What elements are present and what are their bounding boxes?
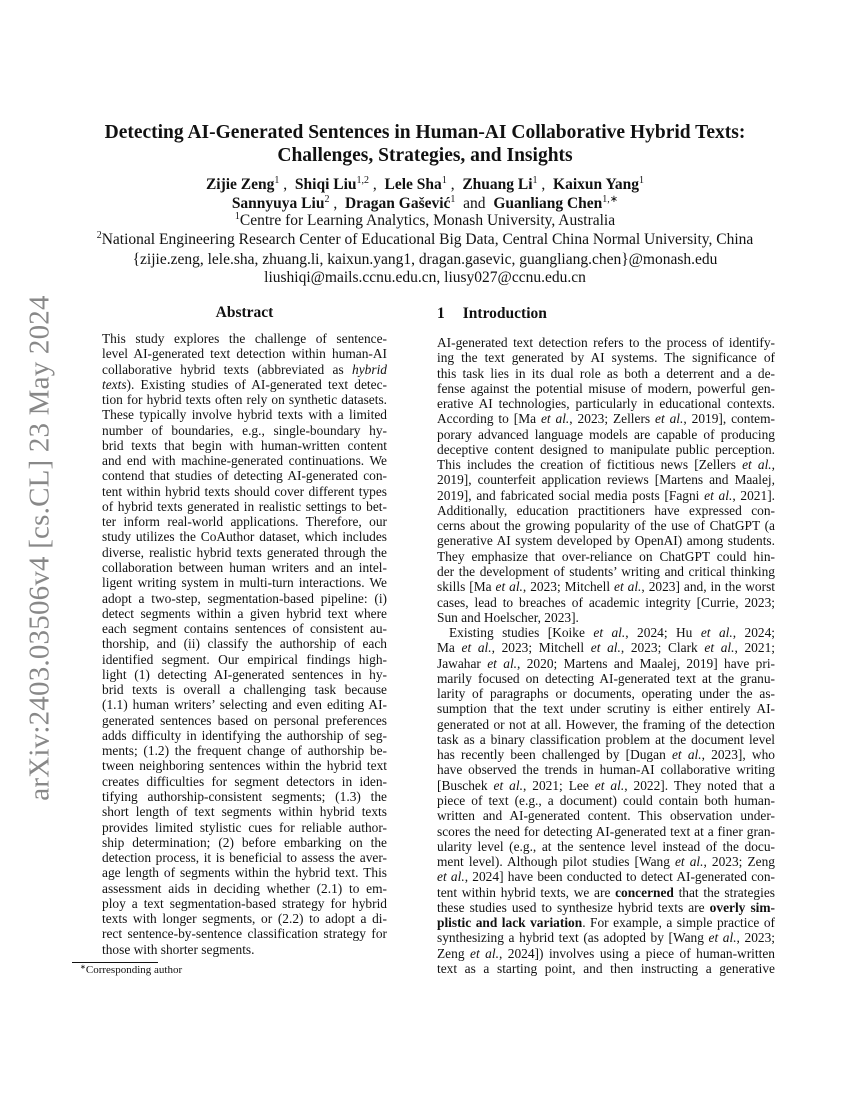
text-line: 2019], and fabricated social media posts [Fagni et al., 2021]. xyxy=(437,487,775,503)
text-line: erative AI technologies, particularly in educational contexts. xyxy=(437,396,775,412)
text-line: ploy a text segmentation-based strategy for hybrid xyxy=(102,895,387,911)
text-line: This study explores the challenge of sentence- xyxy=(102,331,387,346)
text-line: deceptive content designed to manipulate public perception. xyxy=(437,441,775,457)
affiliation-2 xyxy=(0,231,850,249)
text-line: number of boundaries, e.g., single-boundary hy- xyxy=(102,422,387,438)
italic-text: et al. xyxy=(493,777,523,793)
text-line: study utilizes the CoAuthor dataset, which includes xyxy=(102,529,387,545)
author-name: Lele Sha xyxy=(384,176,442,193)
text-line: adopt a two-step, segmentation-based pipeline: (i) xyxy=(102,590,387,606)
text-line: short length of text segments within hybrid texts xyxy=(102,804,387,820)
bold-text: plistic and lack variation xyxy=(437,915,583,931)
abstract-body xyxy=(102,331,387,957)
text-line: tween neighboring sentences within the hybrid text xyxy=(102,758,387,774)
author-name: Dragan Gašević xyxy=(344,195,451,212)
text-line: identified segment. Our empirical findings high- xyxy=(102,651,387,667)
text-line: these studies used to synthesize hybrid texts are overly sim- xyxy=(437,899,775,915)
text-line: level AI-generated text detection within human-AI xyxy=(102,346,387,362)
author-affiliation-sup: 1,∗ xyxy=(602,194,619,205)
author-affiliation-sup: 1 xyxy=(274,175,280,186)
text-line: texts). Existing studies of AI-generated text detec- xyxy=(102,376,387,392)
email-line: {zijie.zeng, lele.sha, zhuang.li, kaixun.yang1, dragan.gasevic, guangliang.chen}@monash.edu xyxy=(132,251,718,268)
text-line: fense against the potential misuse of modern, powerful gen- xyxy=(437,380,775,396)
text-line: They emphasize that over-reliance on ChatGPT could hin- xyxy=(437,548,775,564)
text-line: assessment aids in deciding whether (2.1) to em- xyxy=(102,880,387,896)
text-line: 2019], counterfeit application reviews [Martens and Maalej, xyxy=(437,472,775,488)
text-line: brid texts is overall a challenging task because xyxy=(102,682,387,698)
authors-line: Zijie Zeng$^1$ , Shiqi Liu$^{1,2}$ , Lele Sha$^1$ , Zhuang Li$^1$ , Kaixun Yang$^1$ xyxy=(205,175,645,193)
text-line: tion for hybrid texts often rely on synthetic datasets. xyxy=(102,392,387,408)
italic-text: et al. xyxy=(704,487,733,503)
text-line: generated or not at all. However, the framing of the detection xyxy=(437,716,775,732)
author-affiliation-sup: 1 xyxy=(450,194,456,205)
text-line: et al., 2024] have been conducted to detect AI-generated con- xyxy=(437,869,775,885)
authors-line: Sannyuya Liu$^2$ , Dragan Gašević$^1$ and Guanliang Chen$^{1,∗}$ xyxy=(231,194,619,212)
text-line: diverse, realistic hybrid texts generated through the xyxy=(102,544,387,560)
italic-text: et al. xyxy=(671,747,702,763)
text-line: text as a starting point, and then instructing a generative xyxy=(437,960,775,976)
text-line: age length of segments within the hybrid text. This xyxy=(102,865,387,881)
author-affiliation-sup: 2 xyxy=(324,194,330,205)
italic-text: et al. xyxy=(704,640,735,656)
text-line: brid texts that begin with human-written content xyxy=(102,437,387,453)
text-line: der the development of students’ writing and critical thinking xyxy=(437,563,775,579)
author-name: Guanliang Chen xyxy=(493,195,603,212)
text-line: detection process, it is beneficial to assess the aver- xyxy=(102,850,387,866)
arxiv-identifier: arXiv:2403.03506v4 [cs.CL] 23 May 2024 xyxy=(23,295,56,801)
text-line: collaborative hybrid texts (abbreviated as hybrid xyxy=(102,361,387,377)
footnote xyxy=(80,963,182,976)
text-line: thorship, and (ii) classify the authorship of each xyxy=(102,636,387,652)
text-line: larity of paragraphs or documents, operating under the as- xyxy=(437,686,775,702)
text-line: and end with machine-generated continuations. We xyxy=(102,453,387,469)
text-line: sumption that the text under scrutiny is either entirely AI- xyxy=(437,701,775,717)
footnote-text: Corresponding author xyxy=(85,964,183,976)
text-line: These typically involve hybrid texts with a limited xyxy=(102,407,387,423)
text-line: Additionally, education practitioners have expressed con- xyxy=(437,502,775,518)
affiliation-sup: 1 xyxy=(234,211,240,222)
text-line: scores the need for detecting AI-generated text at a finer gran- xyxy=(437,823,775,839)
title-line: Detecting AI-Generated Sentences in Human-AI Collaborative Hybrid Texts: xyxy=(104,122,746,143)
text-line: ship determination; (2) before embarking on the xyxy=(102,834,387,850)
text-line: ligent writing system in multi-turn interactions. We xyxy=(102,575,387,591)
text-line: marily focused on detecting AI-generated text at the granu- xyxy=(437,670,775,686)
text-line: [Buschek et al., 2021; Lee et al., 2022]. They noted that a xyxy=(437,777,776,793)
paper-title xyxy=(0,121,850,167)
text-line: rect sentence-by-sentence classification strategy for xyxy=(102,926,387,942)
affiliation-1 xyxy=(0,212,850,230)
text-line: porary advanced language models are capable of producing xyxy=(437,426,775,442)
text-line: generated sentences based on personal preferences xyxy=(102,712,387,728)
italic-text: et al. xyxy=(470,945,499,961)
text-line: has recently been challenged by [Dugan et al., 2023], who xyxy=(437,747,775,763)
italic-text: et al. xyxy=(540,411,570,427)
italic-text: et al. xyxy=(614,579,642,595)
affiliation-sup: 2 xyxy=(96,230,102,241)
text-line: This includes the creation of fictitious news [Zellers et al., xyxy=(437,457,776,473)
text-line: collaboration between human writers and an intel- xyxy=(102,559,387,575)
text-line: Sun and Hoelscher, 2023]. xyxy=(437,609,579,625)
text-line: ments; (1.2) the frequent change of authorship be- xyxy=(102,743,387,759)
italic-text: texts xyxy=(102,376,127,392)
text-line: AI-generated text detection refers to the process of identify- xyxy=(437,335,775,350)
text-line: contend that studies of detecting AI-generated con- xyxy=(102,468,387,484)
text-line: According to [Ma et al., 2023; Zellers et al., 2019], contem- xyxy=(437,411,775,427)
author-affiliation-sup: 1 xyxy=(532,175,538,186)
text-line: those with shorter segments. xyxy=(102,941,255,957)
text-line: of hybrid texts generated in realistic settings to bet- xyxy=(102,498,387,514)
text-line: tent within hybrid texts, we are concerned that the strategies xyxy=(437,884,775,900)
text-line: cases, lead to breaches of academic integrity [Currie, 2023; xyxy=(437,594,775,610)
text-line: light (1) detecting AI-generated sentences in hy- xyxy=(102,666,387,682)
text-line: ing the text generated by AI systems. The significance of xyxy=(437,350,775,366)
text-line: tent within hybrid texts should cover different types xyxy=(102,483,387,499)
text-line: ter inform real-world applications. Therefore, our xyxy=(102,514,387,530)
italic-text: et al. xyxy=(461,640,492,656)
bold-text: overly sim- xyxy=(709,899,775,915)
italic-text: et al. xyxy=(437,869,465,885)
text-line: have observed the trends in human-AI collaborative writing xyxy=(437,762,775,778)
text-line: generative AI system developed by OpenAI) among students. xyxy=(437,533,775,549)
text-line: this task lies in its dual role as both a deterrent and a de- xyxy=(437,365,775,381)
text-line: tifying authorship-consistent segments; (1.3) the xyxy=(102,788,387,804)
author-name: Zijie Zeng xyxy=(205,176,275,193)
text-line: piece of text (e.g., a document) could contain both human- xyxy=(437,792,775,808)
author-name: Sannyuya Liu xyxy=(231,195,325,212)
text-line: plistic and lack variation. For example, a simple practice of xyxy=(437,915,775,931)
text-line: synthesizing a hybrid text (as adopted by [Wang et al., 2023; xyxy=(437,930,775,946)
text-line: task as a binary classification problem at the document level xyxy=(437,731,775,747)
author-name: Zhuang Li xyxy=(462,176,533,193)
section-title: Introduction xyxy=(462,305,547,322)
footnote-mark: ∗ xyxy=(80,963,86,971)
affiliation-text: Centre for Learning Analytics, Monash University, Australia xyxy=(239,212,616,229)
italic-text: et al. xyxy=(487,655,518,671)
text-line: each segment contains sentences of consistent au- xyxy=(102,621,387,637)
italic-text: et al. xyxy=(590,640,621,656)
text-line: (1.1) human writers’ selecting and even editing AI- xyxy=(102,697,387,713)
text-line: creates difficulties for segment detectors in iden- xyxy=(102,773,387,789)
italic-text: et al. xyxy=(593,625,626,641)
italic-text: et al. xyxy=(495,579,523,595)
text-line: skills [Ma et al., 2023; Mitchell et al., 2023] and, in the worst xyxy=(437,579,775,595)
text-line: Zeng et al., 2024]) involves using a piece of human-written xyxy=(437,945,775,961)
text-line: detect segments within a given hybrid text where xyxy=(102,605,387,621)
text-line: provides limited stylistic cues for reliable author- xyxy=(102,819,387,835)
introduction-body xyxy=(437,335,775,976)
text-line: Ma et al., 2023; Mitchell et al., 2023; Clark et al., 2021; xyxy=(437,640,775,656)
section-number: 1 xyxy=(437,305,445,322)
italic-text: hybrid xyxy=(352,361,387,377)
text-line: adds difficulty in identifying the authorship of seg- xyxy=(102,727,387,743)
text-line: Jawahar et al., 2020; Martens and Maalej, 2019] have pri- xyxy=(437,655,776,671)
text-line: written and AI-generated content. This observation under- xyxy=(437,808,775,824)
email-line: liushiqi@mails.ccnu.edu.cn, liusy027@ccnu.edu.cn xyxy=(264,269,586,286)
italic-text: et al. xyxy=(674,854,704,870)
and-word: and xyxy=(463,195,486,212)
author-name: Shiqi Liu xyxy=(294,176,357,193)
author-affiliation-sup: 1 xyxy=(441,175,447,186)
text-line: ment level). Although pilot studies [Wang et al., 2023; Zeng xyxy=(437,854,775,870)
affiliation-text: National Engineering Research Center of Educational Big Data, Central China Normal University, China xyxy=(101,231,754,248)
text-line: ularity level (e.g., at the sentence level instead of the docu- xyxy=(437,838,775,854)
italic-text: et al. xyxy=(655,411,684,427)
italic-text: et al. xyxy=(708,930,737,946)
title-line: Challenges, Strategies, and Insights xyxy=(277,145,573,166)
text-line: Existing studies [Koike et al., 2024; Hu et al., 2024; xyxy=(449,625,776,641)
bold-text: concerned xyxy=(615,884,674,900)
author-affiliation-sup: 1 xyxy=(639,175,645,186)
italic-text: et al. xyxy=(700,625,733,641)
author-name: Kaixun Yang xyxy=(553,176,640,193)
author-affiliation-sup: 1,2 xyxy=(356,175,370,186)
introduction-heading xyxy=(437,305,547,323)
text-line: texts with longer segments, or (2.2) to adopt a di- xyxy=(102,911,387,927)
text-line: cerns about the growing popularity of the use of ChatGPT (a xyxy=(437,518,775,534)
abstract-heading: Abstract xyxy=(215,304,274,321)
italic-text: et al. xyxy=(594,777,625,793)
italic-text: et al. xyxy=(742,457,772,473)
